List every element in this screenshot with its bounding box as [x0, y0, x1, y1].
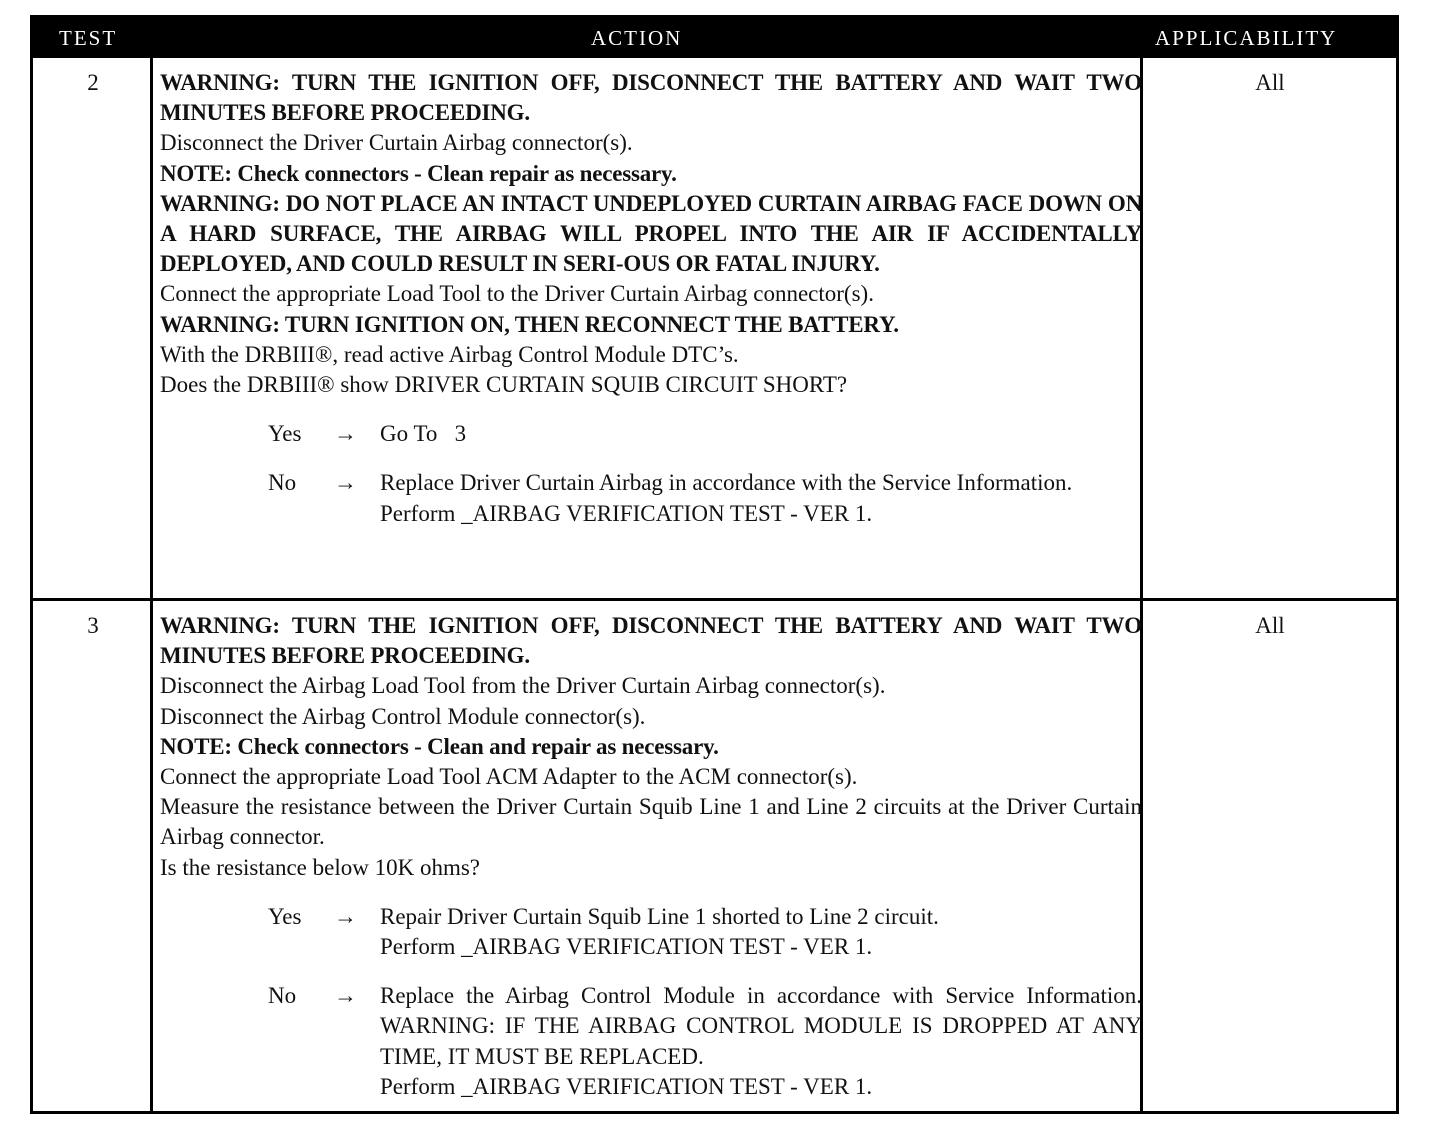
no-action-text: Replace Driver Curtain Airbag in accordance with the Service Information. [380, 470, 1073, 496]
no-result [268, 468, 1142, 528]
diagnostic-test-table [30, 15, 1399, 1114]
warning-text: WARNING: TURN THE IGNITION OFF, DISCONNECT THE BATTERY AND WAIT TWO MINUTES BEFORE PROCEEDING. [160, 70, 1142, 126]
yes-action-text: Repair Driver Curtain Squib Line 1 shorted to Line 2 circuit. [380, 903, 939, 929]
yes-label: Yes [268, 903, 302, 929]
test-number: 2 [87, 70, 99, 95]
yes-label: Yes [268, 421, 302, 447]
perform-text: Perform _AIRBAG VERIFICATION TEST - VER 1. [380, 934, 873, 960]
arrow-right-icon: → [334, 470, 357, 496]
test-number: 3 [87, 613, 99, 638]
no-result [268, 981, 1142, 1102]
warning-text: WARNING: DO NOT PLACE AN INTACT UNDEPLOYED CURTAIN AIRBAG FACE DOWN ON A HARD SURFACE, THE AIRBAG WILL PROPEL INTO THE AIR IF ACCIDENTALLY DEPLOYED, AND COULD RESULT IN SERI-OUS OR FATAL INJURY. [160, 190, 1142, 277]
instruction-text: Disconnect the Driver Curtain Airbag connector(s). [160, 130, 633, 156]
warning-text: WARNING: TURN THE IGNITION OFF, DISCONNECT THE BATTERY AND WAIT TWO MINUTES BEFORE PROCEEDING. [160, 613, 1142, 669]
instruction-text: Connect the appropriate Load Tool to the Driver Curtain Airbag connector(s). [160, 281, 874, 307]
instruction-text: Measure the resistance between the Driver Curtain Squib Line 1 and Line 2 circuits at the Driver Curtain Airbag connector. [160, 794, 1142, 850]
question-text: Does the DRBIII® show DRIVER CURTAIN SQUIB CIRCUIT SHORT? [160, 372, 848, 398]
note-text: NOTE: Check connectors - Clean and repair as necessary. [160, 733, 719, 759]
column-divider-test [150, 58, 153, 1111]
question-text: Is the resistance below 10K ohms? [160, 854, 481, 880]
instruction-text: Connect the appropriate Load Tool ACM Adapter to the ACM connector(s). [160, 764, 858, 790]
perform-text: Perform _AIRBAG VERIFICATION TEST - VER 1. [380, 500, 873, 526]
yes-action-text: Go To 3 [380, 421, 467, 447]
test-3-action [160, 611, 1142, 1102]
note-text: NOTE: Check connectors - Clean repair as necessary. [160, 160, 677, 186]
header-action: ACTION [591, 26, 683, 50]
yes-result [268, 902, 1142, 962]
test-2-action [160, 68, 1142, 529]
instruction-text: Disconnect the Airbag Control Module connector(s). [160, 703, 646, 729]
no-action-text: Replace the Airbag Control Module in accordance with Service Information. WARNING: IF THE AIRBAG CONTROL MODULE IS DROPPED AT ANY TIME, IT MUST BE REPLACED. [380, 983, 1142, 1069]
header-test: TEST [59, 26, 118, 50]
instruction-text: Disconnect the Airbag Load Tool from the Driver Curtain Airbag connector(s). [160, 673, 886, 699]
no-label: No [268, 470, 297, 496]
arrow-right-icon: → [334, 983, 357, 1009]
no-label: No [268, 983, 297, 1009]
table-header [33, 18, 1396, 58]
perform-text: Perform _AIRBAG VERIFICATION TEST - VER 1. [380, 1073, 873, 1099]
instruction-text: With the DRBIII®, read active Airbag Control Module DTC’s. [160, 341, 739, 367]
yes-result [268, 419, 1142, 449]
warning-text: WARNING: TURN IGNITION ON, THEN RECONNECT THE BATTERY. [160, 311, 899, 337]
arrow-right-icon: → [334, 903, 357, 929]
arrow-right-icon: → [334, 421, 357, 447]
applicability-value: All [1255, 70, 1285, 95]
applicability-value: All [1255, 613, 1285, 638]
header-applicability: APPLICABILITY [1155, 26, 1338, 50]
row-divider [33, 598, 1396, 601]
